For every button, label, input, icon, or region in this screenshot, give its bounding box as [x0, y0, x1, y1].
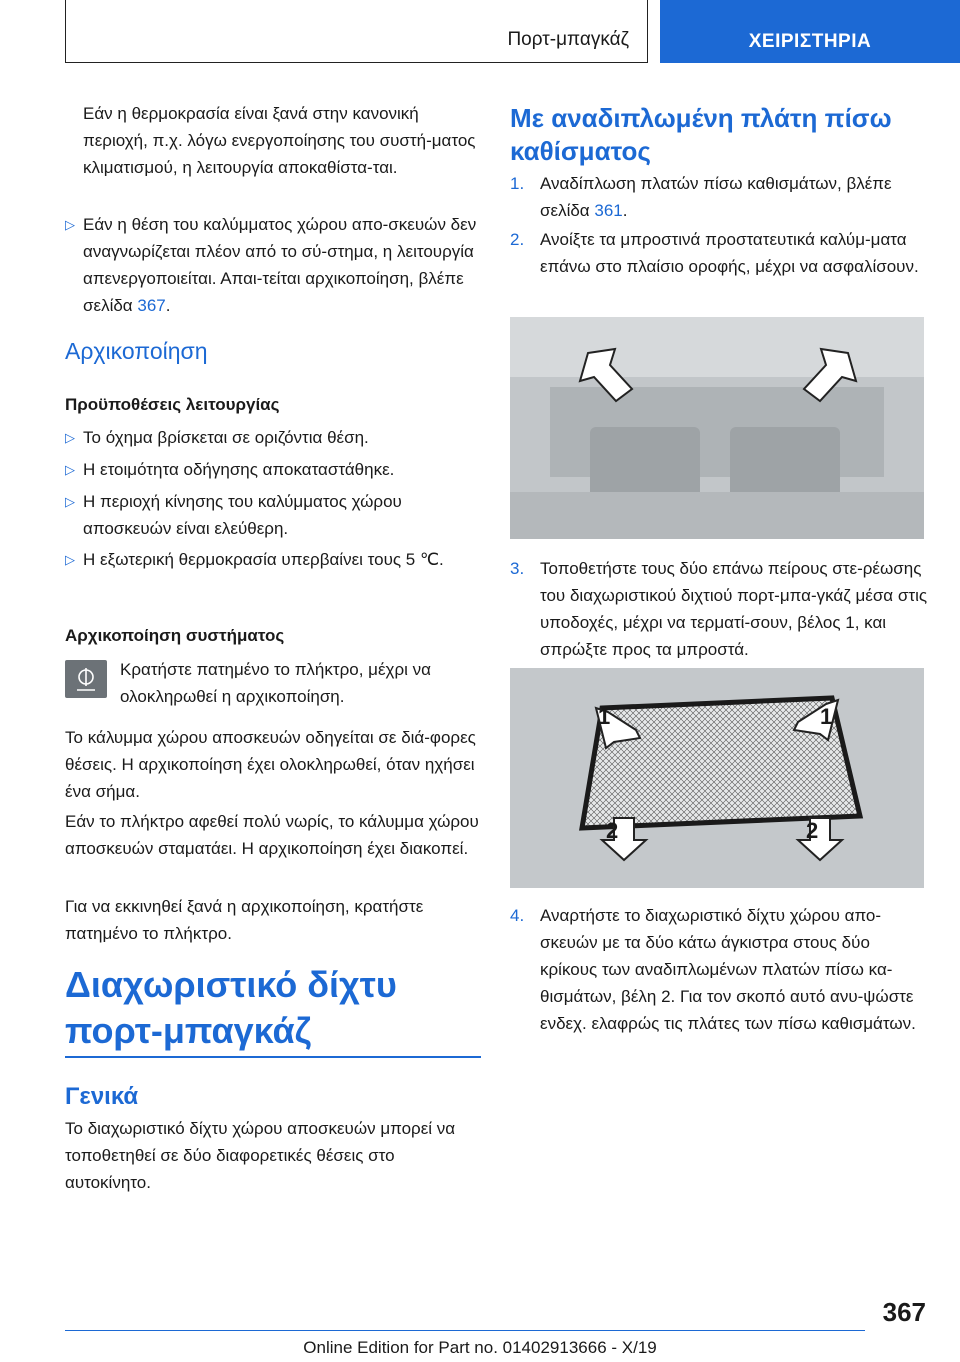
illustration-cargo-net	[510, 668, 924, 888]
bullet-arrow-icon: ▷	[65, 494, 75, 509]
heading-initialization: Αρχικοποίηση	[65, 338, 208, 364]
bullet-arrow-icon: ▷	[65, 430, 75, 445]
footer-edition: Online Edition for Part no. 01402913666 - X/19	[303, 1338, 657, 1357]
page-number: 367	[882, 1297, 926, 1327]
arrow-label-1: 1	[820, 704, 833, 729]
arrow-label-2: 2	[806, 818, 819, 843]
bullet-arrow-icon: ▷	[65, 552, 75, 567]
heading-rule	[65, 1056, 481, 1058]
right-heading: Με αναδιπλωμένη πλάτη πίσω καθίσματος	[510, 103, 892, 166]
page-link-367[interactable]: 367	[137, 296, 166, 315]
bullet-arrow-icon: ▷	[65, 217, 75, 232]
heading-system-init: Αρχικοποίηση συστήματος	[65, 626, 285, 645]
bullet-item: ▷ Η περιοχή κίνησης του καλύμματος χώρου αποσκευών είναι ελεύθερη.	[65, 488, 483, 542]
step-2: 2. Ανοίξτε τα μπροστινά προστατευτικά καλύμ-ματα επάνω στο πλαίσιο οροφής, μέχρι να ασφαλίσουν.	[510, 230, 919, 276]
illustration-roof-covers	[510, 317, 924, 539]
heading-prerequisites: Προϋποθέσεις λειτουργίας	[65, 395, 280, 414]
bullet-item: ▷ Η ετοιμότητα οδήγησης αποκαταστάθηκε.	[65, 456, 483, 483]
section-title: Πορτ-μπαγκάζ	[507, 29, 629, 50]
chapter-tab: ΧΕΙΡΙΣΤΗΡΙΑ	[660, 0, 960, 63]
page-link-361[interactable]: 361	[594, 201, 623, 220]
heading-general: Γενικά	[65, 1083, 139, 1110]
trunk-button-icon	[65, 660, 107, 698]
step-4: 4. Αναρτήστε το διαχωριστικό δίχτυ χώρου απο-σκευών με τα δύο κάτω άγκιστρα στους δύο κρίκους των αναδιπλωμένων πλατών πίσω κα-θισμάτων, βέλη 2. Για τον σκοπό αυτό ανυ-ψώστε ενδεχ. ελαφρώς τις πλάτες των πίσω καθισμάτων.	[510, 906, 916, 1033]
step-1: 1. Αναδίπλωση πλατών πίσω καθισμάτων, βλέπε σελίδα 361.	[510, 174, 892, 220]
icon-instruction: Κρατήστε πατημένο το πλήκτρο, μέχρι να ολοκληρωθεί η αρχικοποίηση.	[120, 660, 431, 706]
left-paragraph-3: Εάν το πλήκτρο αφεθεί πολύ νωρίς, το κάλυμμα χώρου αποσκευών σταματάει. Η αρχικοποίηση έχει διακοπεί.	[65, 812, 479, 858]
left-paragraph-1: Εάν η θερμοκρασία είναι ξανά στην κανονική περιοχή, π.χ. λόγω ενεργοποίησης του συστή-ματος κλιματισμού, η λειτουργία αποκαθίστα-ται.	[83, 104, 476, 177]
arrow-label-1: 1	[598, 704, 611, 729]
bullet-item: ▷ Εάν η θέση του καλύμματος χώρου απο-σκευών δεν αναγνωρίζεται πλέον από το σύ-στημα, η λειτουργία απενεργοποιείται. Απαι-τείται αρχικοποίηση, βλέπε σελίδα 367.	[65, 211, 483, 319]
left-paragraph-4: Για να εκκινηθεί ξανά η αρχικοποίηση, κρατήστε πατημένο το πλήκτρο.	[65, 897, 424, 943]
header-box	[65, 0, 648, 63]
bullet-arrow-icon: ▷	[65, 462, 75, 477]
bullet-item: ▷ Η εξωτερική θερμοκρασία υπερβαίνει τους 5 ℃.	[65, 546, 483, 573]
arrow-label-2: 2	[606, 818, 619, 843]
left-paragraph-2: Το κάλυμμα χώρου αποσκευών οδηγείται σε διά-φορες θέσεις. Η αρχικοποίηση έχει ολοκληρωθεί, όταν ηχήσει ένα σήμα.	[65, 728, 476, 801]
main-heading: Διαχωριστικό δίχτυ πορτ-μπαγκάζ	[65, 964, 397, 1051]
step-3: 3. Τοποθετήστε τους δύο επάνω πείρους στε-ρέωσης του διαχωριστικού διχτιού πορτ-μπα-γκάζ μέσα στις υποδοχές, μέχρι να τερματί-σουν, βέλος 1, και σπρώξτε προς τα μπροστά.	[510, 559, 928, 659]
bullet-item: ▷ Το όχημα βρίσκεται σε οριζόντια θέση.	[65, 424, 483, 451]
footer-rule	[65, 1330, 865, 1331]
left-paragraph-5: Το διαχωριστικό δίχτυ χώρου αποσκευών μπορεί να τοποθετηθεί σε δύο διαφορετικές θέσεις στο αυτοκίνητο.	[65, 1119, 456, 1192]
